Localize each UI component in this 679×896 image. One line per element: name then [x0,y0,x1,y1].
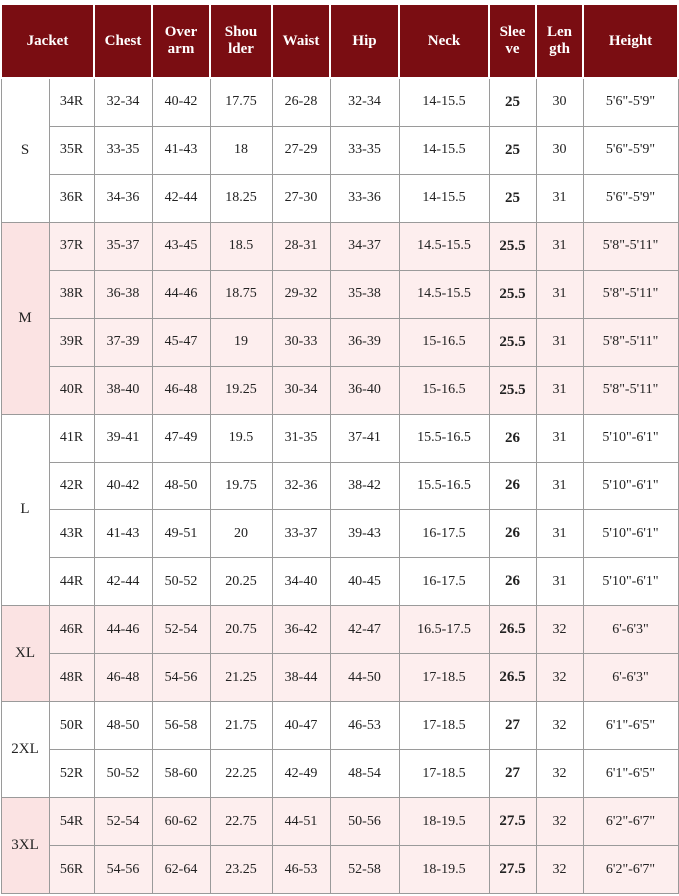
sleeve-cell: 25.5 [489,318,536,366]
neck-cell: 17-18.5 [399,654,489,702]
neck-cell: 16-17.5 [399,510,489,558]
shoulder-cell: 17.75 [210,78,272,126]
size-code-cell: 38R [49,270,94,318]
waist-cell: 28-31 [272,222,330,270]
chest-cell: 40-42 [94,462,152,510]
hip-cell: 42-47 [330,606,399,654]
height-cell: 5'8"-5'11" [583,222,678,270]
sleeve-cell: 27 [489,702,536,750]
chest-cell: 35-37 [94,222,152,270]
table-row [1,318,678,366]
hip-cell: 35-38 [330,270,399,318]
neck-cell: 14.5-15.5 [399,270,489,318]
chest-cell: 52-54 [94,798,152,846]
height-cell: 5'8"-5'11" [583,366,678,414]
chest-cell: 32-34 [94,78,152,126]
length-cell: 30 [536,126,583,174]
height-cell: 5'10"-6'1" [583,462,678,510]
chest-cell: 42-44 [94,558,152,606]
neck-cell: 14-15.5 [399,78,489,126]
shoulder-cell: 22.25 [210,750,272,798]
over-arm-cell: 48-50 [152,462,210,510]
length-cell: 32 [536,654,583,702]
sleeve-cell: 26 [489,510,536,558]
header-neck: Neck [399,4,489,78]
size-code-cell: 52R [49,750,94,798]
waist-cell: 26-28 [272,78,330,126]
hip-cell: 44-50 [330,654,399,702]
length-cell: 32 [536,750,583,798]
neck-cell: 17-18.5 [399,750,489,798]
table-row [1,702,678,750]
hip-cell: 37-41 [330,414,399,462]
neck-cell: 14-15.5 [399,174,489,222]
waist-cell: 31-35 [272,414,330,462]
size-code-cell: 44R [49,558,94,606]
height-cell: 6'2"-6'7" [583,798,678,846]
sleeve-cell: 27 [489,750,536,798]
shoulder-cell: 21.75 [210,702,272,750]
sleeve-cell: 25 [489,78,536,126]
waist-cell: 30-33 [272,318,330,366]
table-row [1,462,678,510]
size-code-cell: 42R [49,462,94,510]
size-group-label: XL [1,606,49,702]
chest-cell: 33-35 [94,126,152,174]
waist-cell: 46-53 [272,846,330,894]
sleeve-cell: 27.5 [489,846,536,894]
height-cell: 5'10"-6'1" [583,558,678,606]
table-row [1,222,678,270]
length-cell: 31 [536,270,583,318]
size-code-cell: 36R [49,174,94,222]
hip-cell: 36-39 [330,318,399,366]
hip-cell: 33-36 [330,174,399,222]
chest-cell: 48-50 [94,702,152,750]
length-cell: 32 [536,798,583,846]
size-code-cell: 56R [49,846,94,894]
neck-cell: 18-19.5 [399,846,489,894]
neck-cell: 16.5-17.5 [399,606,489,654]
length-cell: 31 [536,558,583,606]
hip-cell: 40-45 [330,558,399,606]
chest-cell: 50-52 [94,750,152,798]
neck-cell: 15.5-16.5 [399,462,489,510]
shoulder-cell: 18.75 [210,270,272,318]
neck-cell: 15-16.5 [399,366,489,414]
neck-cell: 15-16.5 [399,318,489,366]
waist-cell: 27-29 [272,126,330,174]
neck-cell: 16-17.5 [399,558,489,606]
chest-cell: 37-39 [94,318,152,366]
shoulder-cell: 20.75 [210,606,272,654]
waist-cell: 34-40 [272,558,330,606]
height-cell: 6'-6'3" [583,654,678,702]
size-group-label: L [1,414,49,606]
length-cell: 30 [536,78,583,126]
over-arm-cell: 47-49 [152,414,210,462]
sleeve-cell: 27.5 [489,798,536,846]
chest-cell: 46-48 [94,654,152,702]
over-arm-cell: 52-54 [152,606,210,654]
neck-cell: 17-18.5 [399,702,489,750]
size-chart-table [0,3,679,894]
header-over-arm: Over arm [152,4,210,78]
chest-cell: 54-56 [94,846,152,894]
header-length: Len gth [536,4,583,78]
size-code-cell: 40R [49,366,94,414]
sleeve-cell: 26 [489,462,536,510]
hip-cell: 50-56 [330,798,399,846]
shoulder-cell: 19.75 [210,462,272,510]
hip-cell: 32-34 [330,78,399,126]
table-row [1,510,678,558]
shoulder-cell: 18 [210,126,272,174]
chest-cell: 34-36 [94,174,152,222]
table-row [1,750,678,798]
table-row [1,126,678,174]
length-cell: 31 [536,318,583,366]
table-row [1,366,678,414]
height-cell: 5'8"-5'11" [583,318,678,366]
shoulder-cell: 21.25 [210,654,272,702]
hip-cell: 39-43 [330,510,399,558]
waist-cell: 32-36 [272,462,330,510]
over-arm-cell: 41-43 [152,126,210,174]
height-cell: 6'1"-6'5" [583,702,678,750]
length-cell: 32 [536,606,583,654]
over-arm-cell: 54-56 [152,654,210,702]
table-row [1,798,678,846]
hip-cell: 34-37 [330,222,399,270]
size-group-label: S [1,78,49,222]
sleeve-cell: 25.5 [489,270,536,318]
size-code-cell: 46R [49,606,94,654]
table-row [1,414,678,462]
neck-cell: 15.5-16.5 [399,414,489,462]
size-code-cell: 50R [49,702,94,750]
hip-cell: 38-42 [330,462,399,510]
length-cell: 32 [536,846,583,894]
sleeve-cell: 26 [489,414,536,462]
size-group-label: M [1,222,49,414]
header-sleeve: Slee ve [489,4,536,78]
sleeve-cell: 26.5 [489,654,536,702]
waist-cell: 38-44 [272,654,330,702]
height-cell: 5'6"-5'9" [583,174,678,222]
waist-cell: 36-42 [272,606,330,654]
over-arm-cell: 43-45 [152,222,210,270]
height-cell: 6'-6'3" [583,606,678,654]
over-arm-cell: 49-51 [152,510,210,558]
length-cell: 31 [536,510,583,558]
shoulder-cell: 20.25 [210,558,272,606]
header-shoulder: Shou lder [210,4,272,78]
size-code-cell: 48R [49,654,94,702]
size-code-cell: 43R [49,510,94,558]
size-code-cell: 35R [49,126,94,174]
height-cell: 5'6"-5'9" [583,78,678,126]
table-row [1,78,678,126]
table-row [1,846,678,894]
over-arm-cell: 56-58 [152,702,210,750]
sleeve-cell: 25.5 [489,366,536,414]
waist-cell: 30-34 [272,366,330,414]
size-group-label: 3XL [1,798,49,894]
header-waist: Waist [272,4,330,78]
chest-cell: 41-43 [94,510,152,558]
neck-cell: 18-19.5 [399,798,489,846]
over-arm-cell: 60-62 [152,798,210,846]
over-arm-cell: 42-44 [152,174,210,222]
table-row [1,654,678,702]
waist-cell: 33-37 [272,510,330,558]
height-cell: 5'8"-5'11" [583,270,678,318]
header-jacket: Jacket [1,4,94,78]
sleeve-cell: 25 [489,174,536,222]
size-code-cell: 41R [49,414,94,462]
size-code-cell: 54R [49,798,94,846]
over-arm-cell: 58-60 [152,750,210,798]
header-hip: Hip [330,4,399,78]
hip-cell: 52-58 [330,846,399,894]
chest-cell: 38-40 [94,366,152,414]
hip-cell: 33-35 [330,126,399,174]
length-cell: 31 [536,414,583,462]
height-cell: 5'6"-5'9" [583,126,678,174]
chest-cell: 39-41 [94,414,152,462]
waist-cell: 42-49 [272,750,330,798]
size-code-cell: 39R [49,318,94,366]
over-arm-cell: 40-42 [152,78,210,126]
length-cell: 31 [536,222,583,270]
sleeve-cell: 26.5 [489,606,536,654]
sleeve-cell: 25 [489,126,536,174]
header-row [1,4,678,78]
waist-cell: 44-51 [272,798,330,846]
neck-cell: 14.5-15.5 [399,222,489,270]
sleeve-cell: 26 [489,558,536,606]
size-code-cell: 37R [49,222,94,270]
over-arm-cell: 46-48 [152,366,210,414]
length-cell: 31 [536,462,583,510]
sleeve-cell: 25.5 [489,222,536,270]
table-row [1,606,678,654]
length-cell: 32 [536,702,583,750]
size-code-cell: 34R [49,78,94,126]
hip-cell: 36-40 [330,366,399,414]
height-cell: 6'1"-6'5" [583,750,678,798]
table-row [1,270,678,318]
table-row [1,558,678,606]
waist-cell: 27-30 [272,174,330,222]
shoulder-cell: 18.5 [210,222,272,270]
table-row [1,174,678,222]
header-chest: Chest [94,4,152,78]
shoulder-cell: 19.5 [210,414,272,462]
shoulder-cell: 22.75 [210,798,272,846]
height-cell: 5'10"-6'1" [583,414,678,462]
shoulder-cell: 23.25 [210,846,272,894]
shoulder-cell: 20 [210,510,272,558]
height-cell: 5'10"-6'1" [583,510,678,558]
height-cell: 6'2"-6'7" [583,846,678,894]
over-arm-cell: 50-52 [152,558,210,606]
chest-cell: 36-38 [94,270,152,318]
hip-cell: 46-53 [330,702,399,750]
length-cell: 31 [536,174,583,222]
waist-cell: 40-47 [272,702,330,750]
shoulder-cell: 19 [210,318,272,366]
header-height: Height [583,4,678,78]
over-arm-cell: 62-64 [152,846,210,894]
over-arm-cell: 45-47 [152,318,210,366]
size-group-label: 2XL [1,702,49,798]
size-chart-body [1,78,678,894]
length-cell: 31 [536,366,583,414]
neck-cell: 14-15.5 [399,126,489,174]
hip-cell: 48-54 [330,750,399,798]
chest-cell: 44-46 [94,606,152,654]
over-arm-cell: 44-46 [152,270,210,318]
waist-cell: 29-32 [272,270,330,318]
shoulder-cell: 18.25 [210,174,272,222]
shoulder-cell: 19.25 [210,366,272,414]
